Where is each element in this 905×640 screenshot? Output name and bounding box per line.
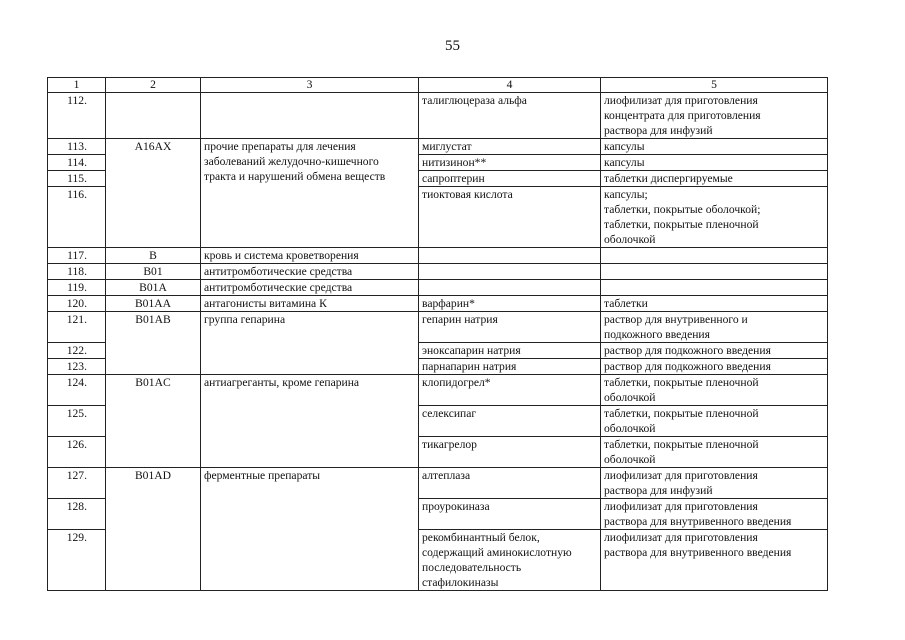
- column-header: 2: [106, 78, 201, 93]
- dosage-form: лиофилизат для приготовления раствора для инфузий: [601, 468, 828, 499]
- atc-code: B: [106, 248, 201, 264]
- atc-code: B01AD: [106, 468, 201, 591]
- dosage-form: таблетки: [601, 296, 828, 312]
- drug-name: тиоктовая кислота: [419, 187, 601, 248]
- row-number: 118.: [48, 264, 106, 280]
- dosage-form: [601, 264, 828, 280]
- dosage-form: лиофилизат для приготовления раствора для внутривенного введения: [601, 499, 828, 530]
- dosage-form: лиофилизат для приготовления концентрата для приготовления раствора для инфузий: [601, 93, 828, 139]
- atc-code: B01AB: [106, 312, 201, 375]
- atc-code: B01: [106, 264, 201, 280]
- drug-name: [419, 248, 601, 264]
- row-number: 115.: [48, 171, 106, 187]
- column-header: 3: [201, 78, 419, 93]
- dosage-form: таблетки, покрытые пленочной оболочкой: [601, 406, 828, 437]
- group-name: прочие препараты для лечения заболеваний желудочно-кишечного тракта и нарушений обмена веществ: [201, 139, 419, 248]
- table-row: [48, 280, 828, 296]
- dosage-form: раствор для подкожного введения: [601, 343, 828, 359]
- drug-name: селексипаг: [419, 406, 601, 437]
- drug-list-table: [47, 77, 828, 591]
- drug-name: тикагрелор: [419, 437, 601, 468]
- table-row: [48, 312, 828, 343]
- drug-name: клопидогрел*: [419, 375, 601, 406]
- table-row: [48, 264, 828, 280]
- table-row: [48, 248, 828, 264]
- group-name: ферментные препараты: [201, 468, 419, 591]
- group-name: антитромботические средства: [201, 280, 419, 296]
- atc-code: A16AX: [106, 139, 201, 248]
- row-number: 128.: [48, 499, 106, 530]
- drug-name: рекомбинантный белок, содержащий аминокислотную последовательность стафилокиназы: [419, 530, 601, 591]
- atc-code: [106, 93, 201, 139]
- dosage-form: таблетки, покрытые пленочной оболочкой: [601, 375, 828, 406]
- page-number: 55: [445, 38, 460, 54]
- group-name: [201, 93, 419, 139]
- group-name: антагонисты витамина К: [201, 296, 419, 312]
- row-number: 112.: [48, 93, 106, 139]
- drug-name: нитизинон**: [419, 155, 601, 171]
- drug-name: алтеплаза: [419, 468, 601, 499]
- drug-name: [419, 264, 601, 280]
- row-number: 125.: [48, 406, 106, 437]
- row-number: 121.: [48, 312, 106, 343]
- drug-name: гепарин натрия: [419, 312, 601, 343]
- row-number: 119.: [48, 280, 106, 296]
- dosage-form: лиофилизат для приготовления раствора для внутривенного введения: [601, 530, 828, 591]
- column-header: 1: [48, 78, 106, 93]
- dosage-form: [601, 248, 828, 264]
- drug-name: варфарин*: [419, 296, 601, 312]
- dosage-form: капсулы; таблетки, покрытые оболочкой; таблетки, покрытые пленочной оболочкой: [601, 187, 828, 248]
- dosage-form: капсулы: [601, 155, 828, 171]
- drug-name: сапроптерин: [419, 171, 601, 187]
- row-number: 120.: [48, 296, 106, 312]
- atc-code: B01AC: [106, 375, 201, 468]
- row-number: 126.: [48, 437, 106, 468]
- row-number: 127.: [48, 468, 106, 499]
- dosage-form: раствор для внутривенного и подкожного введения: [601, 312, 828, 343]
- atc-code: B01A: [106, 280, 201, 296]
- dosage-form: таблетки, покрытые пленочной оболочкой: [601, 437, 828, 468]
- column-header: 4: [419, 78, 601, 93]
- group-name: антитромботические средства: [201, 264, 419, 280]
- drug-name: [419, 280, 601, 296]
- drug-name: проурокиназа: [419, 499, 601, 530]
- group-name: антиагреганты, кроме гепарина: [201, 375, 419, 468]
- table-row: [48, 93, 828, 139]
- row-number: 124.: [48, 375, 106, 406]
- dosage-form: капсулы: [601, 139, 828, 155]
- row-number: 122.: [48, 343, 106, 359]
- row-number: 114.: [48, 155, 106, 171]
- row-number: 113.: [48, 139, 106, 155]
- group-name: кровь и система кроветворения: [201, 248, 419, 264]
- dosage-form: таблетки диспергируемые: [601, 171, 828, 187]
- row-number: 116.: [48, 187, 106, 248]
- dosage-form: [601, 280, 828, 296]
- atc-code: B01AA: [106, 296, 201, 312]
- drug-name: миглустат: [419, 139, 601, 155]
- table-row: [48, 375, 828, 406]
- table-header-row: [48, 78, 828, 93]
- table-row: [48, 139, 828, 155]
- dosage-form: раствор для подкожного введения: [601, 359, 828, 375]
- drug-name: парнапарин натрия: [419, 359, 601, 375]
- drug-name: эноксапарин натрия: [419, 343, 601, 359]
- column-header: 5: [601, 78, 828, 93]
- table-row: [48, 468, 828, 499]
- row-number: 117.: [48, 248, 106, 264]
- row-number: 129.: [48, 530, 106, 591]
- row-number: 123.: [48, 359, 106, 375]
- drug-name: талиглюцераза альфа: [419, 93, 601, 139]
- group-name: группа гепарина: [201, 312, 419, 375]
- table-row: [48, 296, 828, 312]
